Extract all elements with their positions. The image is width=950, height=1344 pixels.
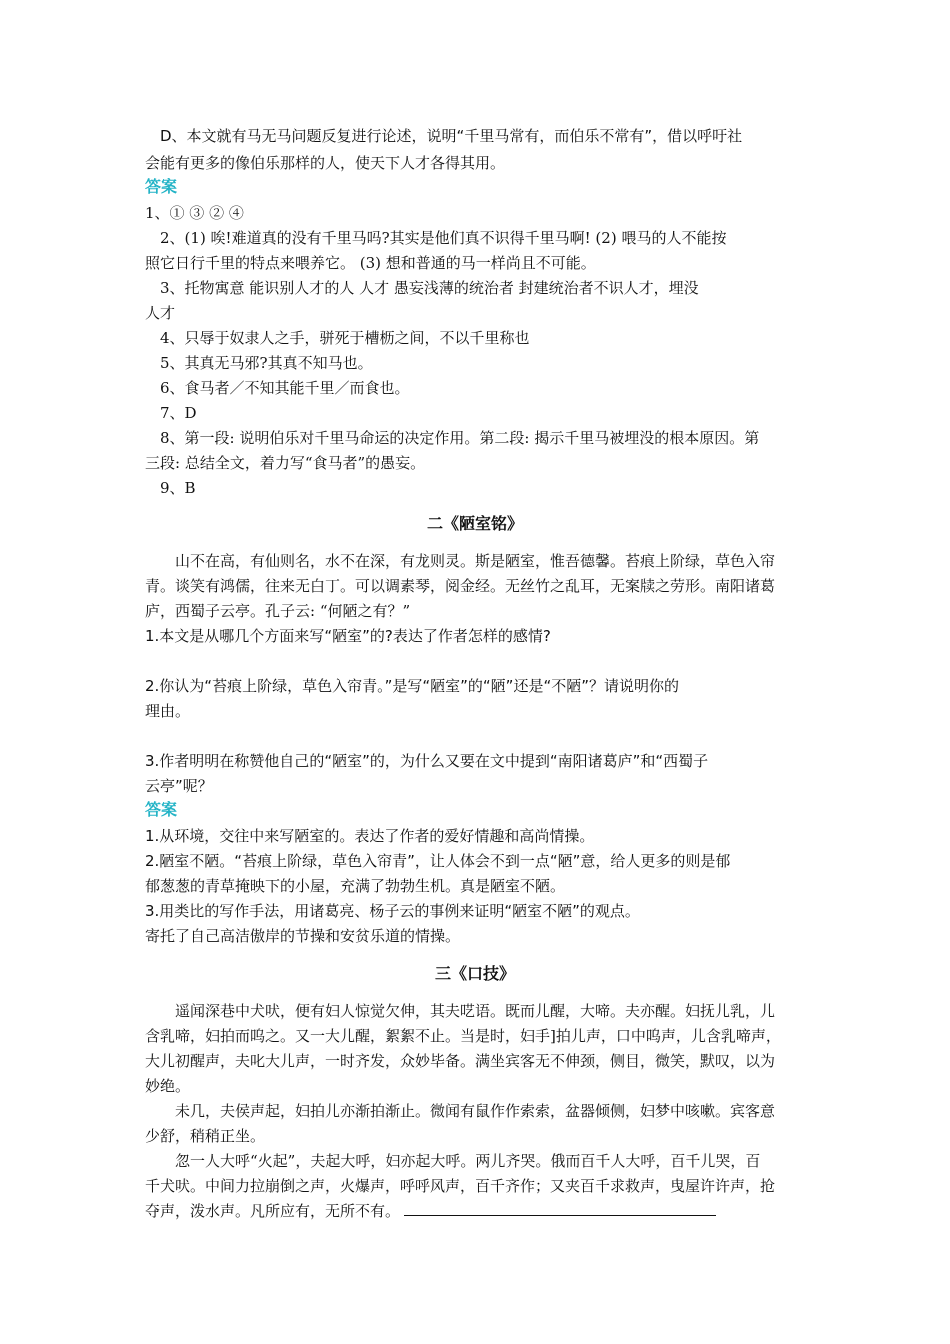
section-title-loushiming: 二《陋室铭》	[426, 514, 523, 533]
answer-label-2: 答案	[145, 800, 178, 819]
paragraph-line: 未几，夫侯声起，妇拍儿亦渐拍渐止。微闻有鼠作作索索，盆器倾侧，妇梦中咳嗽。宾客意	[175, 1102, 776, 1120]
option-d-line-1: D、本文就有马无马问题反复进行论述，说明“千里马常有，而伯乐不常有”，借以呼吁社	[160, 127, 743, 145]
answer-line: 三段: 总结全文，着力写“食马者”的愚妄。	[145, 454, 426, 472]
paragraph-last-line	[145, 1201, 810, 1221]
section-title-kouji: 三《口技》	[434, 964, 515, 983]
question-line: 2.你认为“苔痕上阶绿，草色入帘青。”是写“陋室”的“陋”还是“不陋”？请说明你的	[145, 677, 679, 695]
paragraph-line-text: 夺声，泼水声。凡所应有，无所不有。	[145, 1202, 401, 1220]
answer-line: 3、托物寓意 能识别人才的人 人才 愚妄浅薄的统治者 封建统治者不识人才，埋没	[160, 279, 699, 297]
paragraph-line: 大儿初醒声，夫叱大儿声，一时齐发，众妙毕备。满坐宾客无不伸颈，侧目，微笑，默叹，以为	[145, 1052, 776, 1070]
answer-line: 郁葱葱的青草掩映下的小屋，充满了勃勃生机。真是陋室不陋。	[145, 877, 566, 895]
question-line: 3.作者明明在称赞他自己的“陋室”的，为什么又要在文中提到“南阳诸葛庐”和“西蜀子	[145, 752, 709, 770]
passage-line: 山不在高，有仙则名，水不在深，有龙则灵。斯是陋室，惟吾德馨。苔痕上阶绿，草色入帘	[175, 552, 776, 570]
answer-line: 寄托了自己高洁傲岸的节操和安贫乐道的情操。	[145, 927, 461, 945]
answer-line: 8、第一段: 说明伯乐对千里马命运的决定作用。第二段: 揭示千里马被埋没的根本原因。第	[160, 429, 760, 447]
answer-line: 1、① ③ ② ④	[145, 204, 244, 222]
paragraph-line: 千犬吠。中间力拉崩倒之声，火爆声，呼呼风声，百千齐作；又夹百千求救声，曳屋许许声，抢	[145, 1177, 776, 1195]
paragraph-line: 忽一人大呼“火起”，夫起大呼，妇亦起大呼。两儿齐哭。俄而百千人大呼，百千儿哭，百	[175, 1152, 761, 1170]
fill-in-blank[interactable]	[404, 1201, 716, 1216]
answer-line: 3.用类比的写作手法，用诸葛亮、杨子云的事例来证明“陋室不陋”的观点。	[145, 902, 640, 920]
answer-line: 2、(1) 唉!难道真的没有千里马吗?其实是他们真不识得千里马啊! (2) 喂马的人不能按	[160, 229, 727, 247]
paragraph-line: 含乳啼，妇拍而呜之。又一大儿醒，絮絮不止。当是时，妇手]拍儿声，口中呜声，儿含乳啼声，	[145, 1027, 781, 1045]
passage-line: 庐，西蜀子云亭。孔子云: “何陋之有？”	[145, 602, 411, 620]
paragraph-line: 妙绝。	[145, 1077, 191, 1095]
answer-line: 6、食马者／不知其能千里／而食也。	[160, 379, 410, 397]
paragraph-line: 遥闻深巷中犬吠，便有妇人惊觉欠伸，其夫呓语。既而儿醒，大啼。夫亦醒。妇抚儿乳，儿	[175, 1002, 776, 1020]
option-d-line-2: 会能有更多的像伯乐那样的人，使天下人才各得其用。	[145, 154, 506, 172]
answer-line: 人才	[145, 304, 176, 322]
passage-line: 青。谈笑有鸿儒，往来无白丁。可以调素琴，阅金经。无丝竹之乱耳，无案牍之劳形。南阳诸葛	[145, 577, 776, 595]
answer-line: 5、其真无马邪?其真不知马也。	[160, 354, 373, 372]
answer-line: 9、B	[160, 479, 196, 497]
answer-label-1: 答案	[145, 177, 178, 196]
question-line: 1.本文是从哪几个方面来写“陋室”的?表达了作者怎样的感情?	[145, 627, 551, 645]
question-line: 云亭”呢？	[145, 777, 213, 795]
answer-line: 4、只辱于奴隶人之手，骈死于槽枥之间，不以千里称也	[160, 329, 530, 347]
answer-line: 2.陋室不陋。“苔痕上阶绿，草色入帘青”，让人体会不到一点“陋”意，给人更多的则是郁	[145, 852, 731, 870]
answer-line: 照它日行千里的特点来喂养它。 (3) 想和普通的马一样尚且不可能。	[145, 254, 596, 272]
answer-line: 7、D	[160, 404, 197, 422]
paragraph-line: 少舒，稍稍正坐。	[145, 1127, 266, 1145]
question-line: 理由。	[145, 702, 191, 720]
answer-line: 1.从环境，交往中来写陋室的。表达了作者的爱好情趣和高尚情操。	[145, 827, 595, 845]
